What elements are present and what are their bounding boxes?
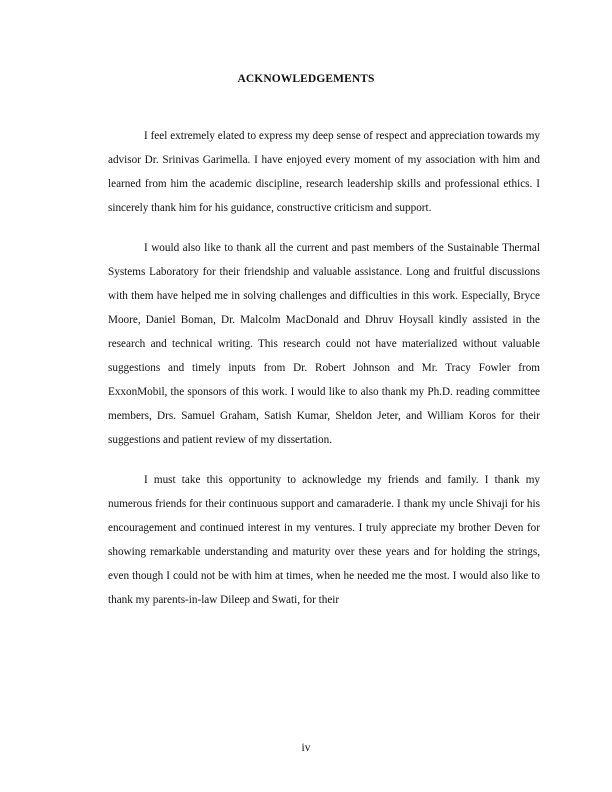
page-number: iv: [301, 742, 311, 754]
paragraph-advisor: I feel extremely elated to express my deep sense of respect and appreciation towards my advisor Dr. Srinivas Garimella. I have enjoyed every moment of my association with him and learned from him the academic discipline, research leadership skills and professional ethics. I sincerely thank him for his guidance, constructive criticism and support.: [108, 130, 540, 214]
paragraph-family: I must take this opportunity to acknowledge my friends and family. I thank my numerous friends for their continuous support and camaraderie. I thank my uncle Shivaji for his encouragement and continued interest in my ventures. I truly appreciate my brother Deven for showing remarkable understanding and maturity over these years and for holding the strings, even though I could not be with him at times, when he needed me the most. I would also like to thank my parents-in-law Dileep and Swati, for their: [108, 474, 540, 606]
paragraph-laboratory: I would also like to thank all the current and past members of the Sustainable Thermal Systems Laboratory for their friendship and valuable assistance. Long and fruitful discussions with them have helped me in solving challenges and difficulties in this work. Especially, Bryce Moore, Daniel Boman, Dr. Malcolm MacDonald and Dhruv Hoysall kindly assisted in the research and technical writing. This research could not have materialized without valuable suggestions and timely inputs from Dr. Robert Johnson and Mr. Tracy Fowler from ExxonMobil, the sponsors of this work. I would like to also thank my Ph.D. reading committee members, Drs. Samuel Graham, Satish Kumar, Sheldon Jeter, and William Koros for their suggestions and patient review of my dissertation.: [108, 242, 540, 446]
body-text: [108, 124, 540, 612]
section-title: ACKNOWLEDGEMENTS: [237, 73, 375, 85]
